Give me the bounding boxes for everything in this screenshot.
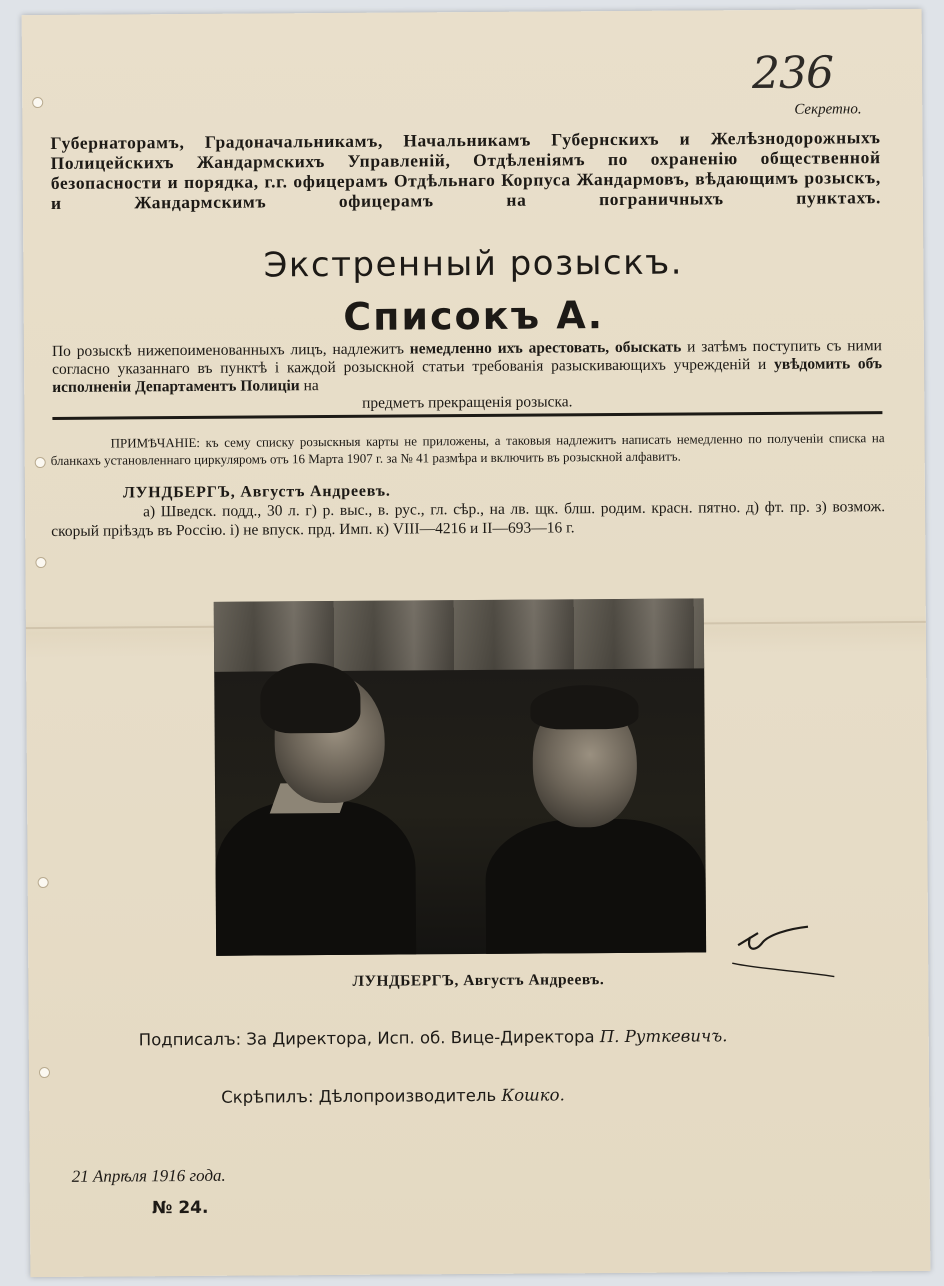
countersigned-name: Кошко. [501,1085,565,1105]
signed-by-name: П. Руткевичъ. [599,1026,728,1047]
note-paragraph: ПРИМѢЧАНІЕ: къ сему списку розыскныя карты не приложены, а таковыя надлежитъ написать немедленно по полученіи списка на бланкахъ установленнаго циркуляромъ отъ 16 Марта 1907 г. за № 41 размѣра и включить въ розыскной алфавитъ. [50,430,885,468]
addressees-paragraph: Губернаторамъ, Градоначальникамъ, Начальникамъ Губернскихъ и Желѣзнодорожныхъ Полицейскихъ Жандармскихъ Управленій, Отдѣленіямъ по охраненію общественной безопасности и порядка, г.г. офицерамъ Отдѣльнаго Корпуса Жандармовъ, вѣдающимъ розыскъ, и Жандармскимъ офицерамъ на пограничныхъ пунктахъ. [50,127,881,213]
binding-hole [38,877,49,888]
photo-hair [530,685,638,730]
document-subtitle: Списокъ А. [343,293,605,339]
photo-hair [260,663,360,734]
binding-hole [39,1067,50,1078]
wanted-person-name: ЛУНДБЕРГЪ, Августъ Андреевъ. [122,482,391,502]
document-sheet [22,9,931,1277]
mugshot-photo [214,598,706,955]
instruction-paragraph [52,337,882,415]
signed-by-line [139,1026,728,1049]
instruction-last-line: предметъ прекращенія розыска. [362,393,573,412]
signed-by-label: Подписалъ: За Директора, Исп. об. Вице-Директора [138,1027,600,1050]
document-number: № 24. [151,1197,209,1219]
binding-hole [32,97,43,108]
document-title: Экстренный розыскъ. [263,242,684,286]
handwritten-mark-icon [728,914,838,985]
instruction-text: По розыскѣ нижепоименованныхъ лицъ, надлежитъ [51,340,410,360]
photo-figure-front-body [485,818,706,955]
instruction-emphasis: увѣдомить объ исполненіи Департаментъ Полиціи [52,355,883,396]
binding-hole [35,557,46,568]
photo-caption: ЛУНДБЕРГЪ, Августъ Андреевъ. [352,971,605,990]
countersigned-line [221,1085,565,1106]
instruction-emphasis: немедленно ихъ арестовать, обыскать [409,338,682,358]
wanted-person-description: а) Шведск. подд., 30 л. г) р. выс., в. рус., гл. сѣр., на лв. щк. блш. родим. красн. пятно. д) фт. пр. з) возмож. скорый пріѣздъ въ Россію. і) не впуск. прд. Имп. к) VIII—4216 и II—693—16 г. [51,498,886,540]
instruction-text: и затѣмъ поступить съ ними согласно указаннаго въ пунктѣ і каждой розыскной статьи требованія разыскивающихъ учрежденій и [52,337,882,378]
photo-figure-profile-body [215,800,416,955]
handwritten-page-number: 236 [751,47,834,100]
classification-label: Секретно. [794,101,862,118]
document-date: 21 Апрѣля 1916 года. [71,1165,226,1186]
instruction-text: на [299,377,319,395]
countersigned-label: Скрѣпилъ: Дѣлопроизводитель [221,1085,502,1107]
binding-hole [35,457,46,468]
photo-background-wall [214,598,704,671]
